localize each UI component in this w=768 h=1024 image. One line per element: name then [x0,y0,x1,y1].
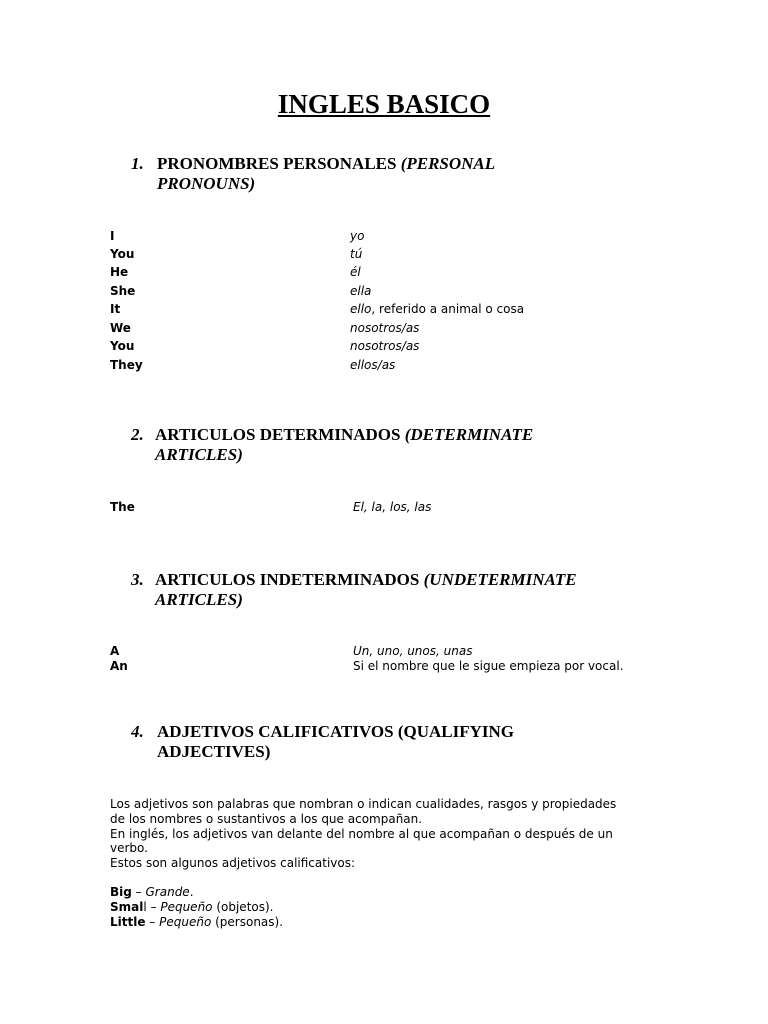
section-4-number: 4. [131,722,144,741]
article-en: The [110,500,135,514]
pronoun-es: él [350,265,361,279]
article-en: A [110,644,120,658]
pronoun-es: nosotros/as [350,321,420,335]
section-3-number: 3. [131,570,144,589]
pronoun-en: She [110,284,136,298]
section-1-number: 1. [131,154,144,173]
pronoun-es: ella [350,284,372,298]
pronoun-en: He [110,265,129,279]
article-es: Si el nombre que le sigue empieza por vocal. [353,659,624,673]
article-es: Un, uno, unos, unas [353,644,473,658]
pronoun-es: ello, referido a animal o cosa [350,302,525,316]
section-3-heading [155,570,585,610]
section-2-heading-es: ARTICULOS DETERMINADOS [155,425,401,444]
section-1-heading-es: PRONOMBRES PERSONALES [157,154,397,173]
pronoun-en: They [110,358,143,372]
paragraph-line: verbo. [110,841,148,856]
article-es: El, la, los, las [353,500,432,514]
pronoun-es: ellos/as [350,358,396,372]
section-4-heading: ADJETIVOS CALIFICATIVOS (QUALIFYING ADJECTIVES) [157,722,514,761]
adjectives-paragraph [110,797,670,871]
adjective-example: Little – Pequeño (personas). [110,915,284,929]
pronoun-en: You [110,247,135,261]
section-3-heading-en: (UNDETERMINATE ARTICLES) [155,570,577,609]
pronoun-es: nosotros/as [350,339,420,353]
pronoun-en: I [110,229,115,243]
section-2-heading-en: (DETERMINATE ARTICLES) [155,425,534,464]
paragraph-line: de los nombres o sustantivos a los que acompañan. [110,811,423,826]
pronoun-en: It [110,302,121,316]
pronoun-en: You [110,339,135,353]
article-en: An [110,659,128,673]
paragraph-line: Los adjetivos son palabras que nombran o indican cualidades, rasgos y propiedades [110,797,617,811]
pronoun-es: yo [350,229,365,243]
section-2-heading [155,425,585,465]
paragraph-line: Estos son algunos adjetivos calificativos: [110,856,356,871]
paragraph-line: En inglés, los adjetivos van delante del nombre al que acompañan o después de un [110,826,613,841]
section-2-number: 2. [131,425,144,444]
section-3-heading-es: ARTICULOS INDETERMINADOS [155,570,420,589]
pronoun-en: We [110,321,131,335]
adjective-example: Big – Grande. [110,885,194,899]
pronoun-es: tú [350,247,363,261]
section-1-heading [157,154,587,194]
document-title: INGLES BASICO [277,89,491,119]
adjective-example: Small – Pequeño (objetos). [110,900,274,914]
section-1-heading-en: (PERSONAL PRONOUNS) [157,154,495,193]
